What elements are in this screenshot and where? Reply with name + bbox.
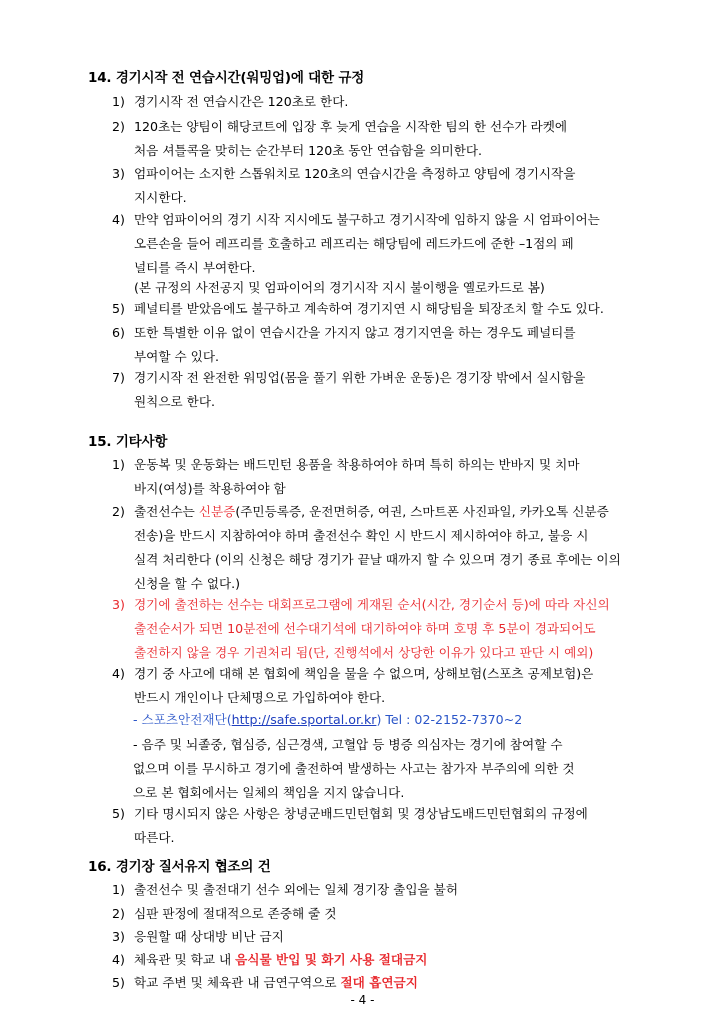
s15-item-1: 1) 운동복 및 운동화는 배드민턴 용품을 착용하여야 하며 특히 하의는 반바지 및 치마 바지(여성)를 착용하여야 함 xyxy=(112,457,580,496)
s14-item: 1) 경기시작 전 연습시간은 120초로 한다. xyxy=(112,94,349,109)
s14-item: 6) 또한 특별한 이유 없이 연습시간을 가지지 않고 경기지연을 하는 경우도 페널티를 부여할 수 있다. xyxy=(112,325,576,364)
s14-item: 4) 만약 엄파이어의 경기 시작 지시에도 불구하고 경기시작에 임하지 않을 시 엄파이어는 오른손을 들어 레프리를 호출하고 레프리는 해당팀에 레드카드에 준한 –1점의 페 널티를 즉시 부여한다. xyxy=(112,212,600,275)
smoking-ban: 절대 흡연금지 xyxy=(340,975,418,990)
id-card-highlight: 신분증 xyxy=(198,504,236,519)
s14-item: 7) 경기시작 전 완전한 워밍업(몸을 풀기 위한 가벼운 운동)은 경기장 밖에서 실시함을 원칙으로 한다. xyxy=(112,370,586,409)
s15-item-3: 3) 경기에 출전하는 선수는 대회프로그램에 게재된 순서(시간, 경기순서 등)에 따라 자신의 출전순서가 되면 10분전에 선수대기석에 대기하여야 하며 호명 후 5분이 경과되어도 출전하지 않을 경우 기권처리 됨(단, 진행석에서 상당한 이유가 있다고 판단 시 예외) xyxy=(112,597,610,660)
health-warning: - 음주 및 뇌졸중, 협심증, 심근경색, 고혈압 등 병증 의심자는 경기에 참여할 수 없으며 이를 무시하고 경기에 출전하여 발생하는 사고는 참가자 부주의에 의한 것 으로 본 협회에서는 일체의 책임을 지지 않습니다. xyxy=(133,737,575,800)
s16-item-5: 5) 학교 주변 및 체육관 내 금연구역으로 절대 흡연금지 xyxy=(112,975,418,990)
section-15-title: 15. 기타사항 xyxy=(88,434,168,450)
s14-item: 2) 120초는 양팀이 해당코트에 입장 후 늦게 연습을 시작한 팀의 한 선수가 라켓에 처음 셔틀콕을 맞히는 순간부터 120초 동안 연습함을 의미한다. xyxy=(112,119,568,158)
s14-item: (본 규정의 사전공지 및 엄파이어의 경기시작 지시 불이행을 옐로카드로 봄) xyxy=(134,280,545,295)
section-16-title: 16. 경기장 질서유지 협조의 건 xyxy=(88,859,271,875)
s16-item-1: 1) 출전선수 및 출전대기 선수 외에는 일체 경기장 출입을 불허 xyxy=(112,882,458,897)
s16-item-4: 4) 체육관 및 학교 내 음식물 반입 및 화기 사용 절대금지 xyxy=(112,952,428,967)
s15-item-5: 5) 기타 명시되지 않은 사항은 창녕군배드민턴협회 및 경상남도배드민턴협회의 규정에 따른다. xyxy=(112,806,588,845)
s16-item-3: 3) 응원할 때 상대방 비난 금지 xyxy=(112,929,284,944)
page-number: - 4 - xyxy=(350,993,375,1007)
safety-foundation-link[interactable]: http://safe.sportal.or.kr xyxy=(231,712,377,727)
s15-item-4: 4) 경기 중 사고에 대해 본 협회에 책임을 물을 수 없으며, 상해보험(스포츠 공제보험)은 반드시 개인이나 단체명으로 가입하여야 한다. xyxy=(112,666,594,705)
s15-item-2: 2) 출전선수는 신분증(주민등록증, 운전면허증, 여권, 스마트폰 사진파일, 카카오톡 신분증 전송)을 반드시 지참하여야 하며 출전선수 확인 시 반드시 제시하여야 하고, 불응 시 실격 처리한다 (이의 신청은 해당 경기가 끝날 때까지 할 수 있으며 경기 종료 후에는 이의 신청을 할 수 없다.) xyxy=(112,504,621,591)
insurance-contact: - 스포츠안전재단(http://safe.sportal.or.kr) Tel : 02-2152-7370~2 xyxy=(133,712,523,727)
section-14-title: 14. 경기시작 전 연습시간(워밍업)에 대한 규정 xyxy=(88,70,365,86)
s14-item: 3) 엄파이어는 소지한 스톱워치로 120초의 연습시간을 측정하고 양팀에 경기시작을 지시한다. xyxy=(112,166,576,205)
food-fire-ban: 음식물 반입 및 화기 사용 절대금지 xyxy=(235,952,428,967)
s16-item-2: 2) 심판 판정에 절대적으로 존중해 줄 것 xyxy=(112,906,337,921)
s14-item: 5) 페널티를 받았음에도 불구하고 계속하여 경기지연 시 해당팀을 퇴장조치 할 수도 있다. xyxy=(112,301,604,316)
